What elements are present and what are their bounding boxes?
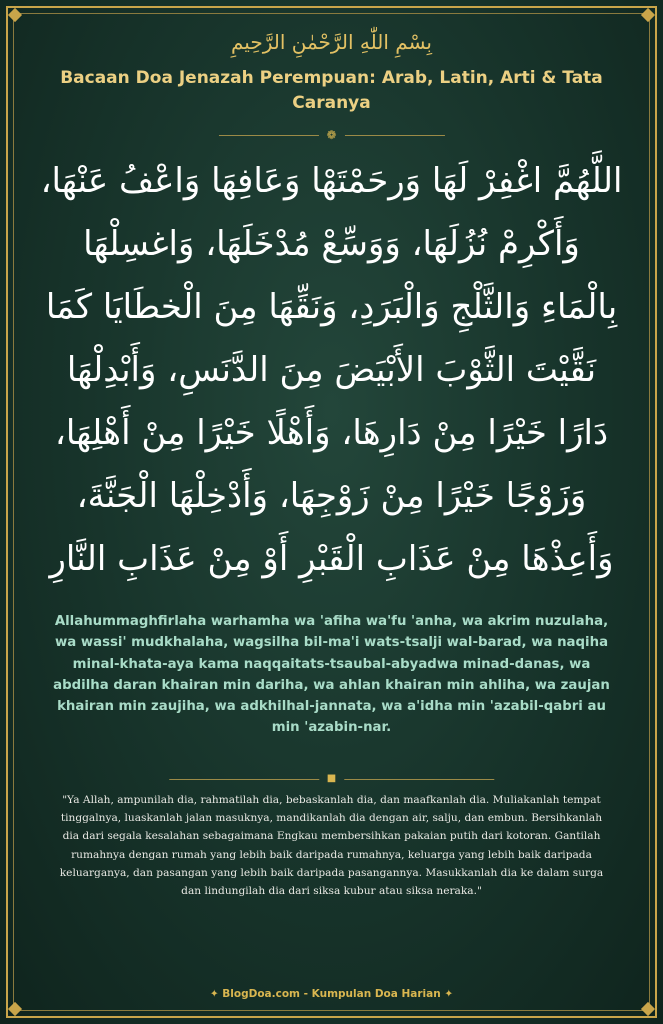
translation-text: "Ya Allah, ampunilah dia, rahmatilah dia, bebaskanlah dia, dan maafkanlah dia. Muliakanlah tempat tinggalnya, luaskanlah jalan masuknya, mandikanlah dia dengan air, salju, dan embun. Bersihkanlah dia dari segala kesalahan sebagaimana Engkau membersihkan pakaian putih dari kotoran. Gantilah rumahnya dengan rumah yang lebih baik daripada rumahnya, keluarga yang lebih baik daripada keluarganya, dan pasangan yang lebih baik daripada pasangannya. Masukkanlah dia ke dalam surga dan lindungilah dia dari siksa kubur atau siksa neraka." [59,794,604,898]
diamond-ornament-icon: ■ [326,773,337,784]
top-divider [218,129,444,141]
flower-ornament-icon: ❁ [326,128,337,142]
footer-credit: ✦ BlogDoa.com - Kumpulan Doa Harian ✦ [209,988,454,1000]
latin-transliteration: Allahummaghfirlaha warhamha wa 'afiha wa'fu 'anha, wa akrim nuzulaha, wa wassi' mudkhalaha, wagsilha bil-ma'i wats-tsalji wal-barad, wa naqiha minal-khata-aya kama naqqaitats-tsaubal-abyadwa minad-danas, wa abdilha daran khairan min dariha, wa ahlan khairan min ahliha, wa zaujan khairan min zaujiha, wa adkhilhal-jannata, wa a'idha min 'azabil-qabri au min 'azabin-nar. [53,614,610,736]
page-content [22,0,641,1024]
page-title: Bacaan Doa Jenazah Perempuan: Arab, Latin, Arti & Tata Caranya [60,68,603,113]
basmala-heading: بِسْمِ اللّٰهِ الرَّحْمٰنِ الرَّحِيمِ [230,30,432,54]
middle-divider [169,773,494,785]
arabic-prayer-text: اللَّهُمَّ اغْفِرْ لَهَا وَرحَمْتَهْا وَعَافِهَا وَاعْفُ عَنْهَا، وَأَكْرِمْ نُزُلَهَا، وَوَسِّعْ مُدْخَلَهَا، وَاغسِلْهَا بِالْمَاءِ وَالثَّلْجِ وَالْبَرَدِ، وَنَقِّهَا مِنَ الْخطَايَا كَمَا نَقَّيْتَ الثَّوْبَ الأَبْيَضَ مِنَ الدَّنَسِ، وَأَبْدِلْهَا دَارًا خَيْرًا مِنْ دَارِهَا، وَأَهْلًا خَيْرًا مِنْ أَهْلِهَا، وَزَوْجًا خَيْرًا مِنْ زَوْجِهَا، وَأَدْخِلْهَا الْجَنَّةَ، وَأَعِذْهَا مِنْ عَذَابِ الْقَبْرِ أَوْ مِنْ عَذَابِ النَّارِ [40,161,623,579]
